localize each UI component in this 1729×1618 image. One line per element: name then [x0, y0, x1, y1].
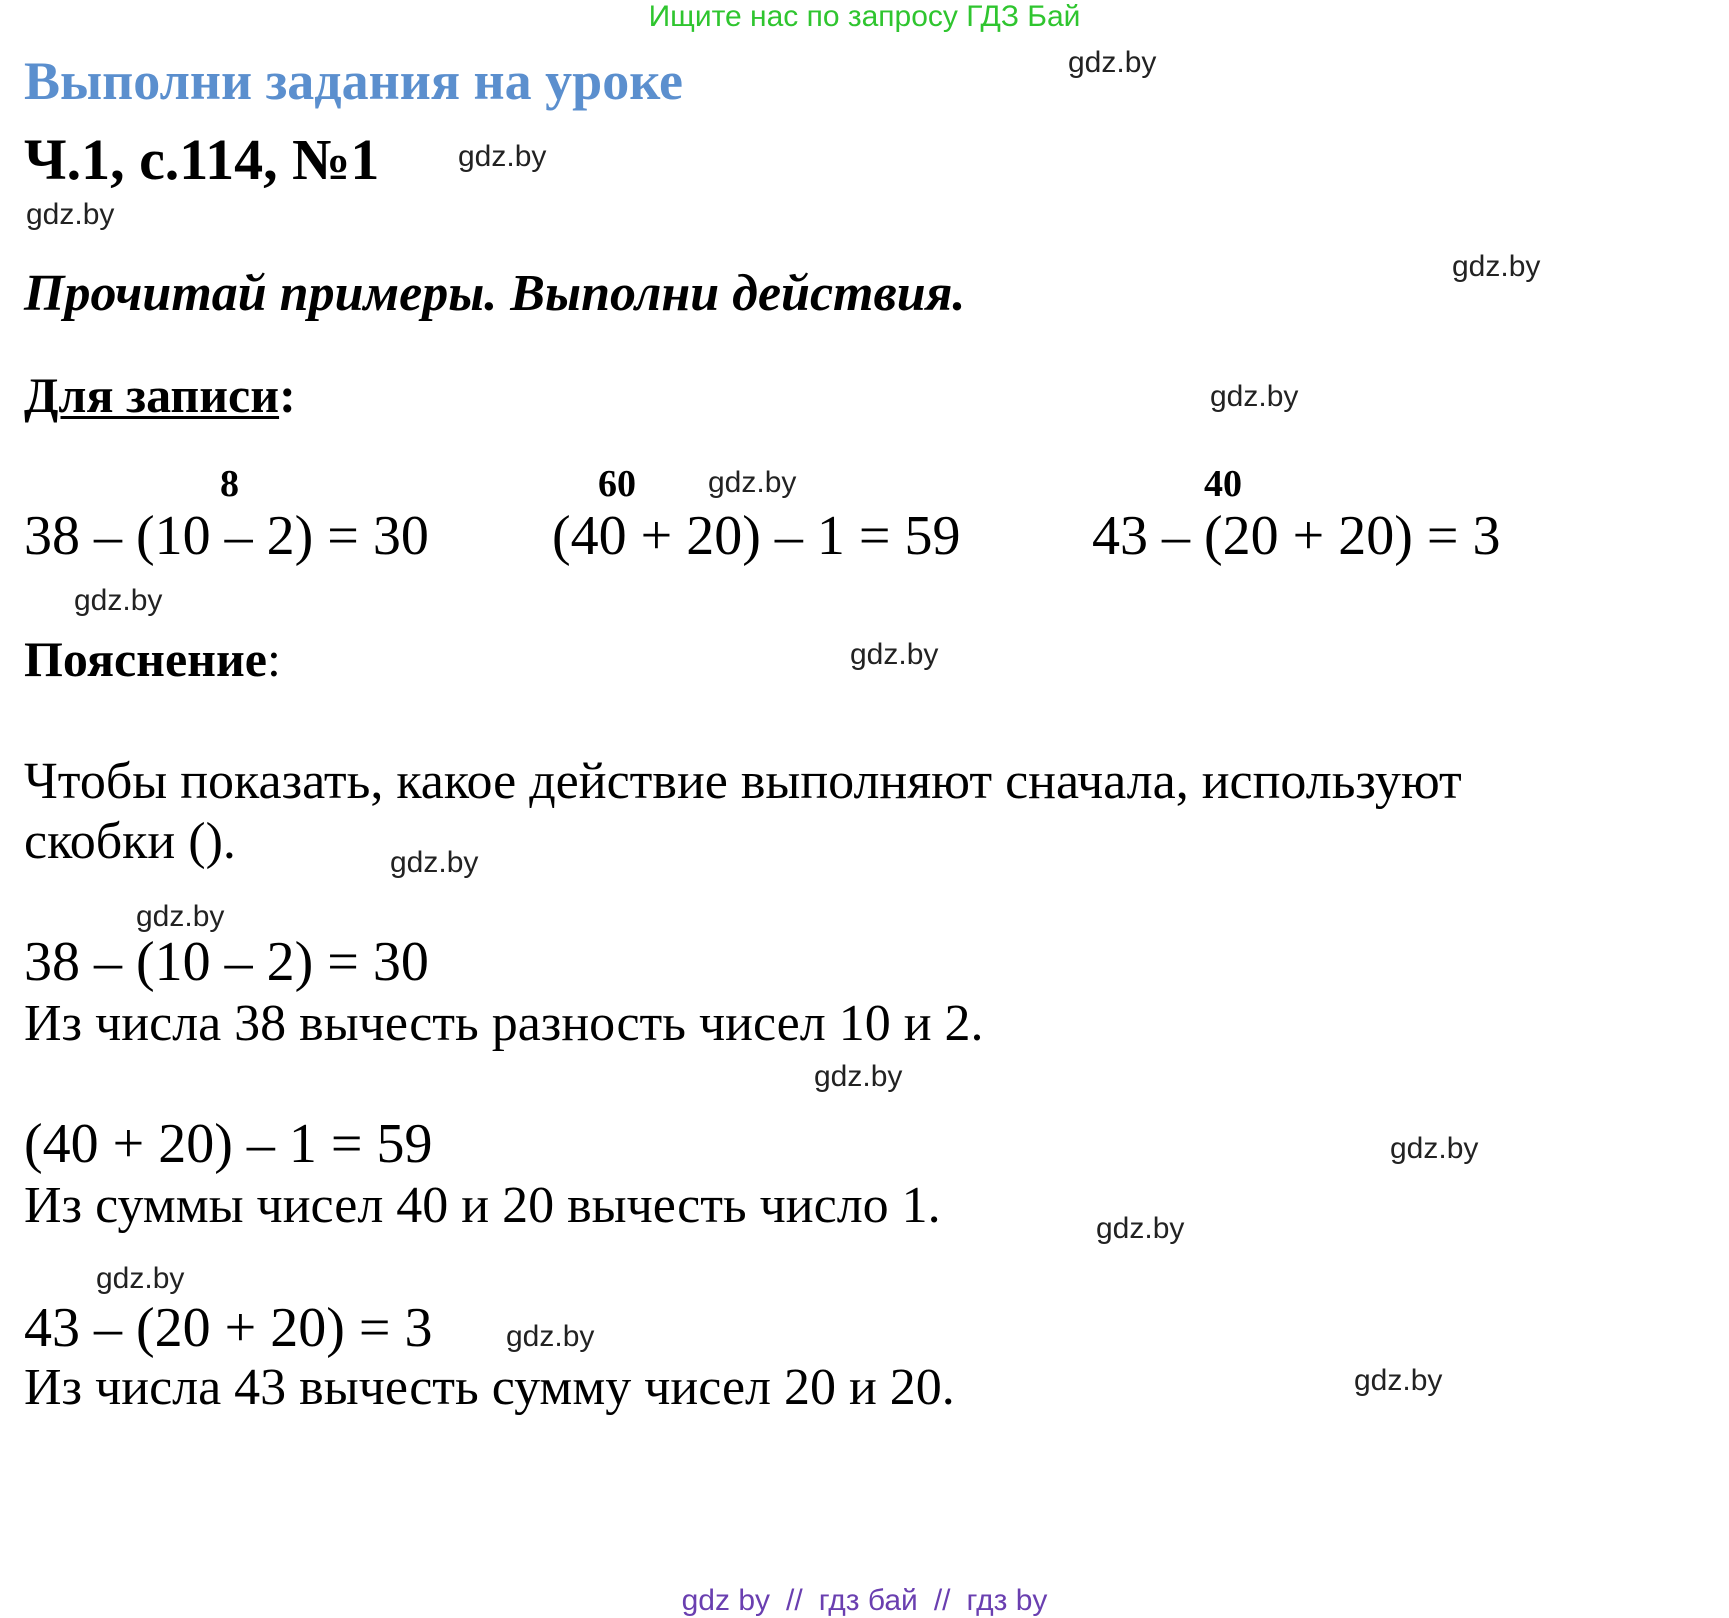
watermark: gdz.by [1452, 250, 1541, 283]
example-3-hint: 40 [1204, 463, 1242, 505]
watermark: gdz.by [1390, 1132, 1479, 1165]
watermark: gdz.by [708, 466, 797, 499]
footer-separator: // [786, 1584, 803, 1617]
explanation-2-text: Из суммы чисел 40 и 20 вычесть число 1. [24, 1177, 941, 1234]
example-3-expression: 43 – (20 + 20) = 3 [1092, 505, 1501, 567]
explanation-intro-line-1: Чтобы показать, какое действие выполняют сначала, используют [24, 753, 1462, 810]
explanation-label-colon: : [267, 631, 281, 687]
footer-separator: // [933, 1584, 951, 1617]
watermark: gdz.by [1068, 46, 1157, 79]
watermark: gdz.by [390, 846, 479, 879]
explanation-label-text: Пояснение [24, 631, 267, 687]
task-reference: Ч.1, с.114, №1 [24, 127, 380, 192]
watermark: gdz.by [506, 1320, 595, 1353]
page-title: Выполни задания на уроке [24, 51, 683, 111]
watermark: gdz.by [850, 638, 939, 671]
example-1-expression: 38 – (10 – 2) = 30 [24, 505, 429, 567]
watermark: gdz.by [1096, 1212, 1185, 1245]
explanation-1-text: Из числа 38 вычесть разность чисел 10 и 2. [24, 995, 984, 1052]
explanation-1-expression: 38 – (10 – 2) = 30 [24, 931, 429, 993]
watermark: gdz.by [814, 1060, 903, 1093]
explanation-3-expression: 43 – (20 + 20) = 3 [24, 1297, 433, 1359]
watermark: gdz.by [458, 140, 547, 173]
footer-part-1: gdz by [681, 1584, 771, 1617]
explanation-3-text: Из числа 43 вычесть сумму чисел 20 и 20. [24, 1359, 955, 1416]
watermark: gdz.by [136, 900, 225, 933]
example-2-hint: 60 [598, 463, 636, 505]
example-2-expression: (40 + 20) – 1 = 59 [552, 505, 961, 567]
footer-watermark [0, 1584, 1729, 1618]
footer-part-2: гдз бай [818, 1584, 918, 1617]
task-instruction: Прочитай примеры. Выполни действия. [24, 265, 966, 322]
watermark: gdz.by [96, 1262, 185, 1295]
record-label-colon: : [279, 367, 296, 423]
example-1-hint: 8 [220, 463, 239, 505]
footer-part-3: гдз by [966, 1584, 1048, 1617]
watermark: gdz.by [74, 584, 163, 617]
top-banner-text: Ищите нас по запросу ГДЗ Бай [648, 0, 1081, 33]
explanation-2-expression: (40 + 20) – 1 = 59 [24, 1113, 433, 1175]
watermark: gdz.by [26, 198, 115, 231]
watermark: gdz.by [1210, 380, 1299, 413]
record-label-text: Для записи [24, 367, 280, 423]
watermark: gdz.by [1354, 1364, 1443, 1397]
explanation-section-label [24, 630, 281, 688]
explanation-intro-line-2: скобки (). [24, 813, 236, 870]
record-section-label [24, 366, 296, 424]
